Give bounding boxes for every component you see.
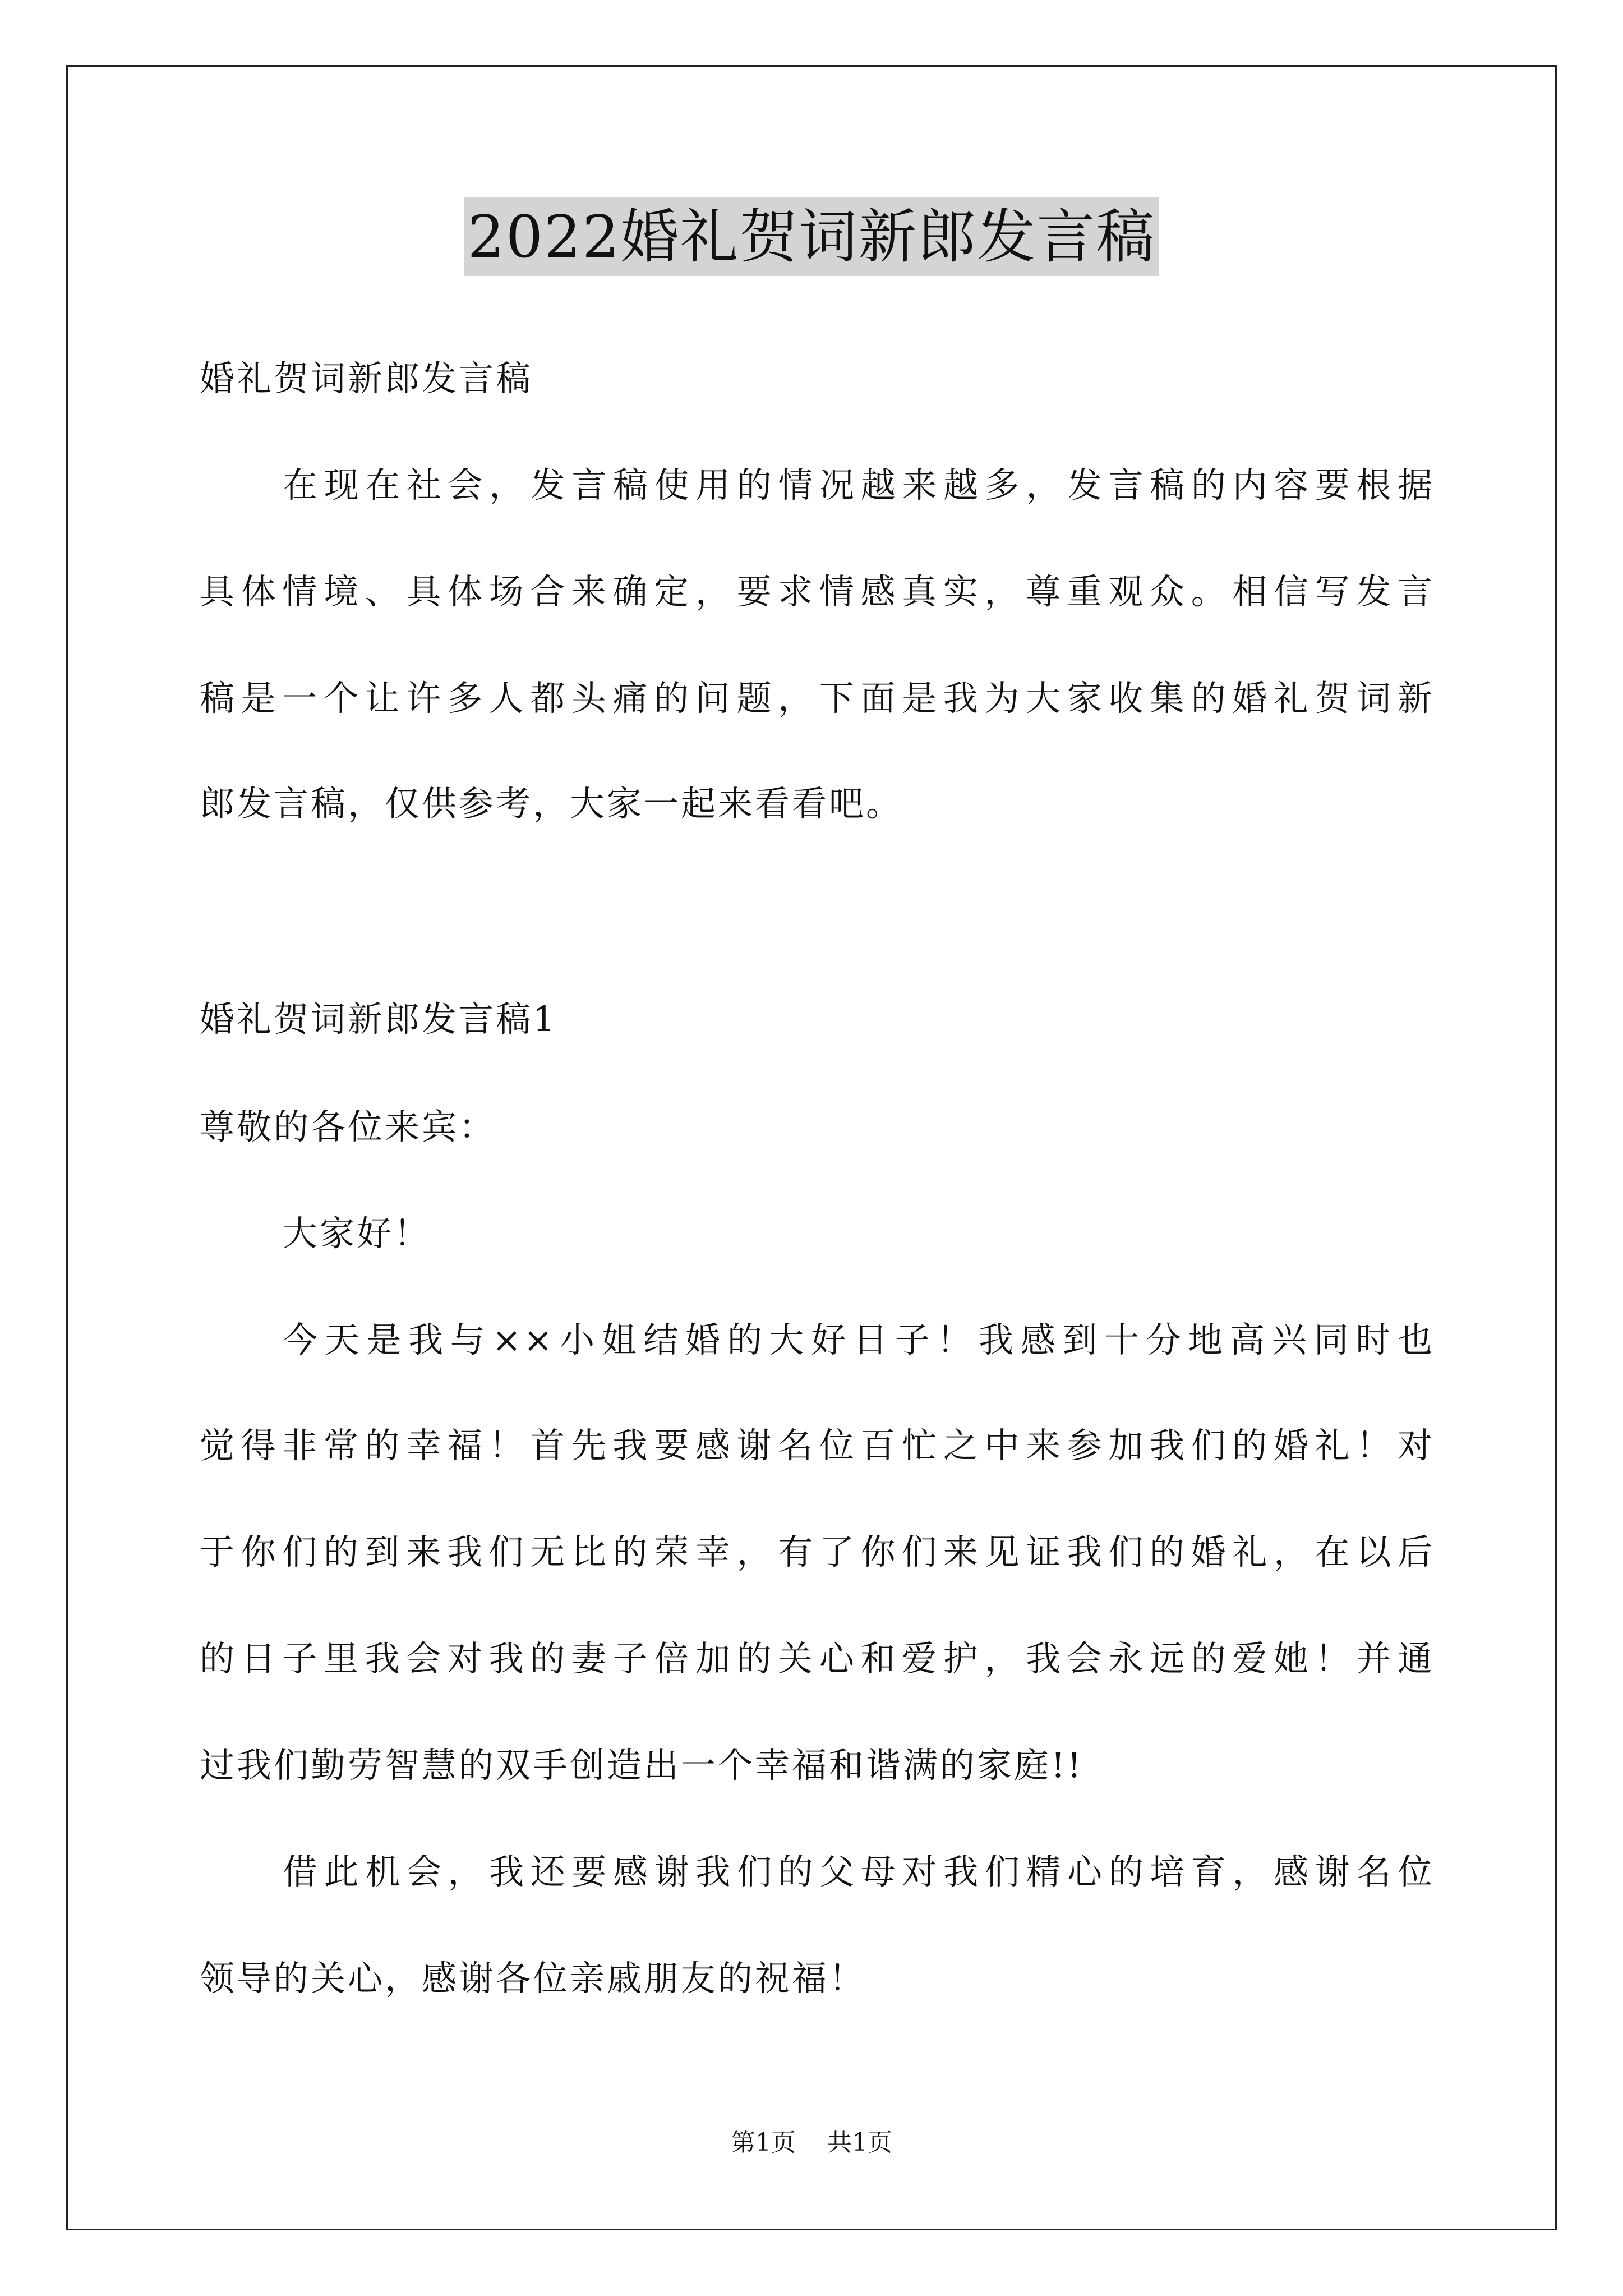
paragraph-line: 领导的关心，感谢各位亲戚朋友的祝福！ [200,1958,866,1999]
page-footer [0,2126,1623,2160]
paragraph-line: 借此机会，我还要感谢我们的父母对我们精心的培育，感谢名位 [283,1851,1435,1892]
paragraph-line: 在现在社会，发言稿使用的情况越来越多，发言稿的内容要根据 [283,464,1435,505]
total-pages: 共1页 [827,2128,892,2157]
section-heading: 婚礼贺词新郎发言稿1 [200,999,557,1039]
page-number: 第1页 [731,2128,796,2157]
document-title: 2022婚礼贺词新郎发言稿 [464,197,1159,276]
paragraph-line: 过我们勤劳智慧的双手创造出一个幸福和谐满的家庭!! [200,1745,1083,1786]
section-heading: 婚礼贺词新郎发言稿 [200,358,533,399]
greeting: 大家好！ [283,1213,431,1254]
paragraph-line: 今天是我与××小姐结婚的大好日子！我感到十分地高兴同时也 [283,1319,1435,1360]
paragraph-line: 的日子里我会对我的妻子倍加的关心和爱护，我会永远的爱她！并通 [200,1638,1435,1679]
paragraph-line: 稿是一个让许多人都头痛的问题，下面是我为大家收集的婚礼贺词新 [200,678,1435,719]
salutation: 尊敬的各位来宾： [200,1106,496,1147]
title-wrap [0,197,1623,276]
paragraph-line: 于你们的到来我们无比的荣幸，有了你们来见证我们的婚礼，在以后 [200,1531,1435,1572]
paragraph-line: 具体情境、具体场合来确定，要求情感真实，尊重观众。相信写发言 [200,571,1435,612]
paragraph-line: 觉得非常的幸福！首先我要感谢名位百忙之中来参加我们的婚礼！对 [200,1425,1435,1466]
paragraph-line: 郎发言稿，仅供参考，大家一起来看看吧。 [200,783,903,824]
